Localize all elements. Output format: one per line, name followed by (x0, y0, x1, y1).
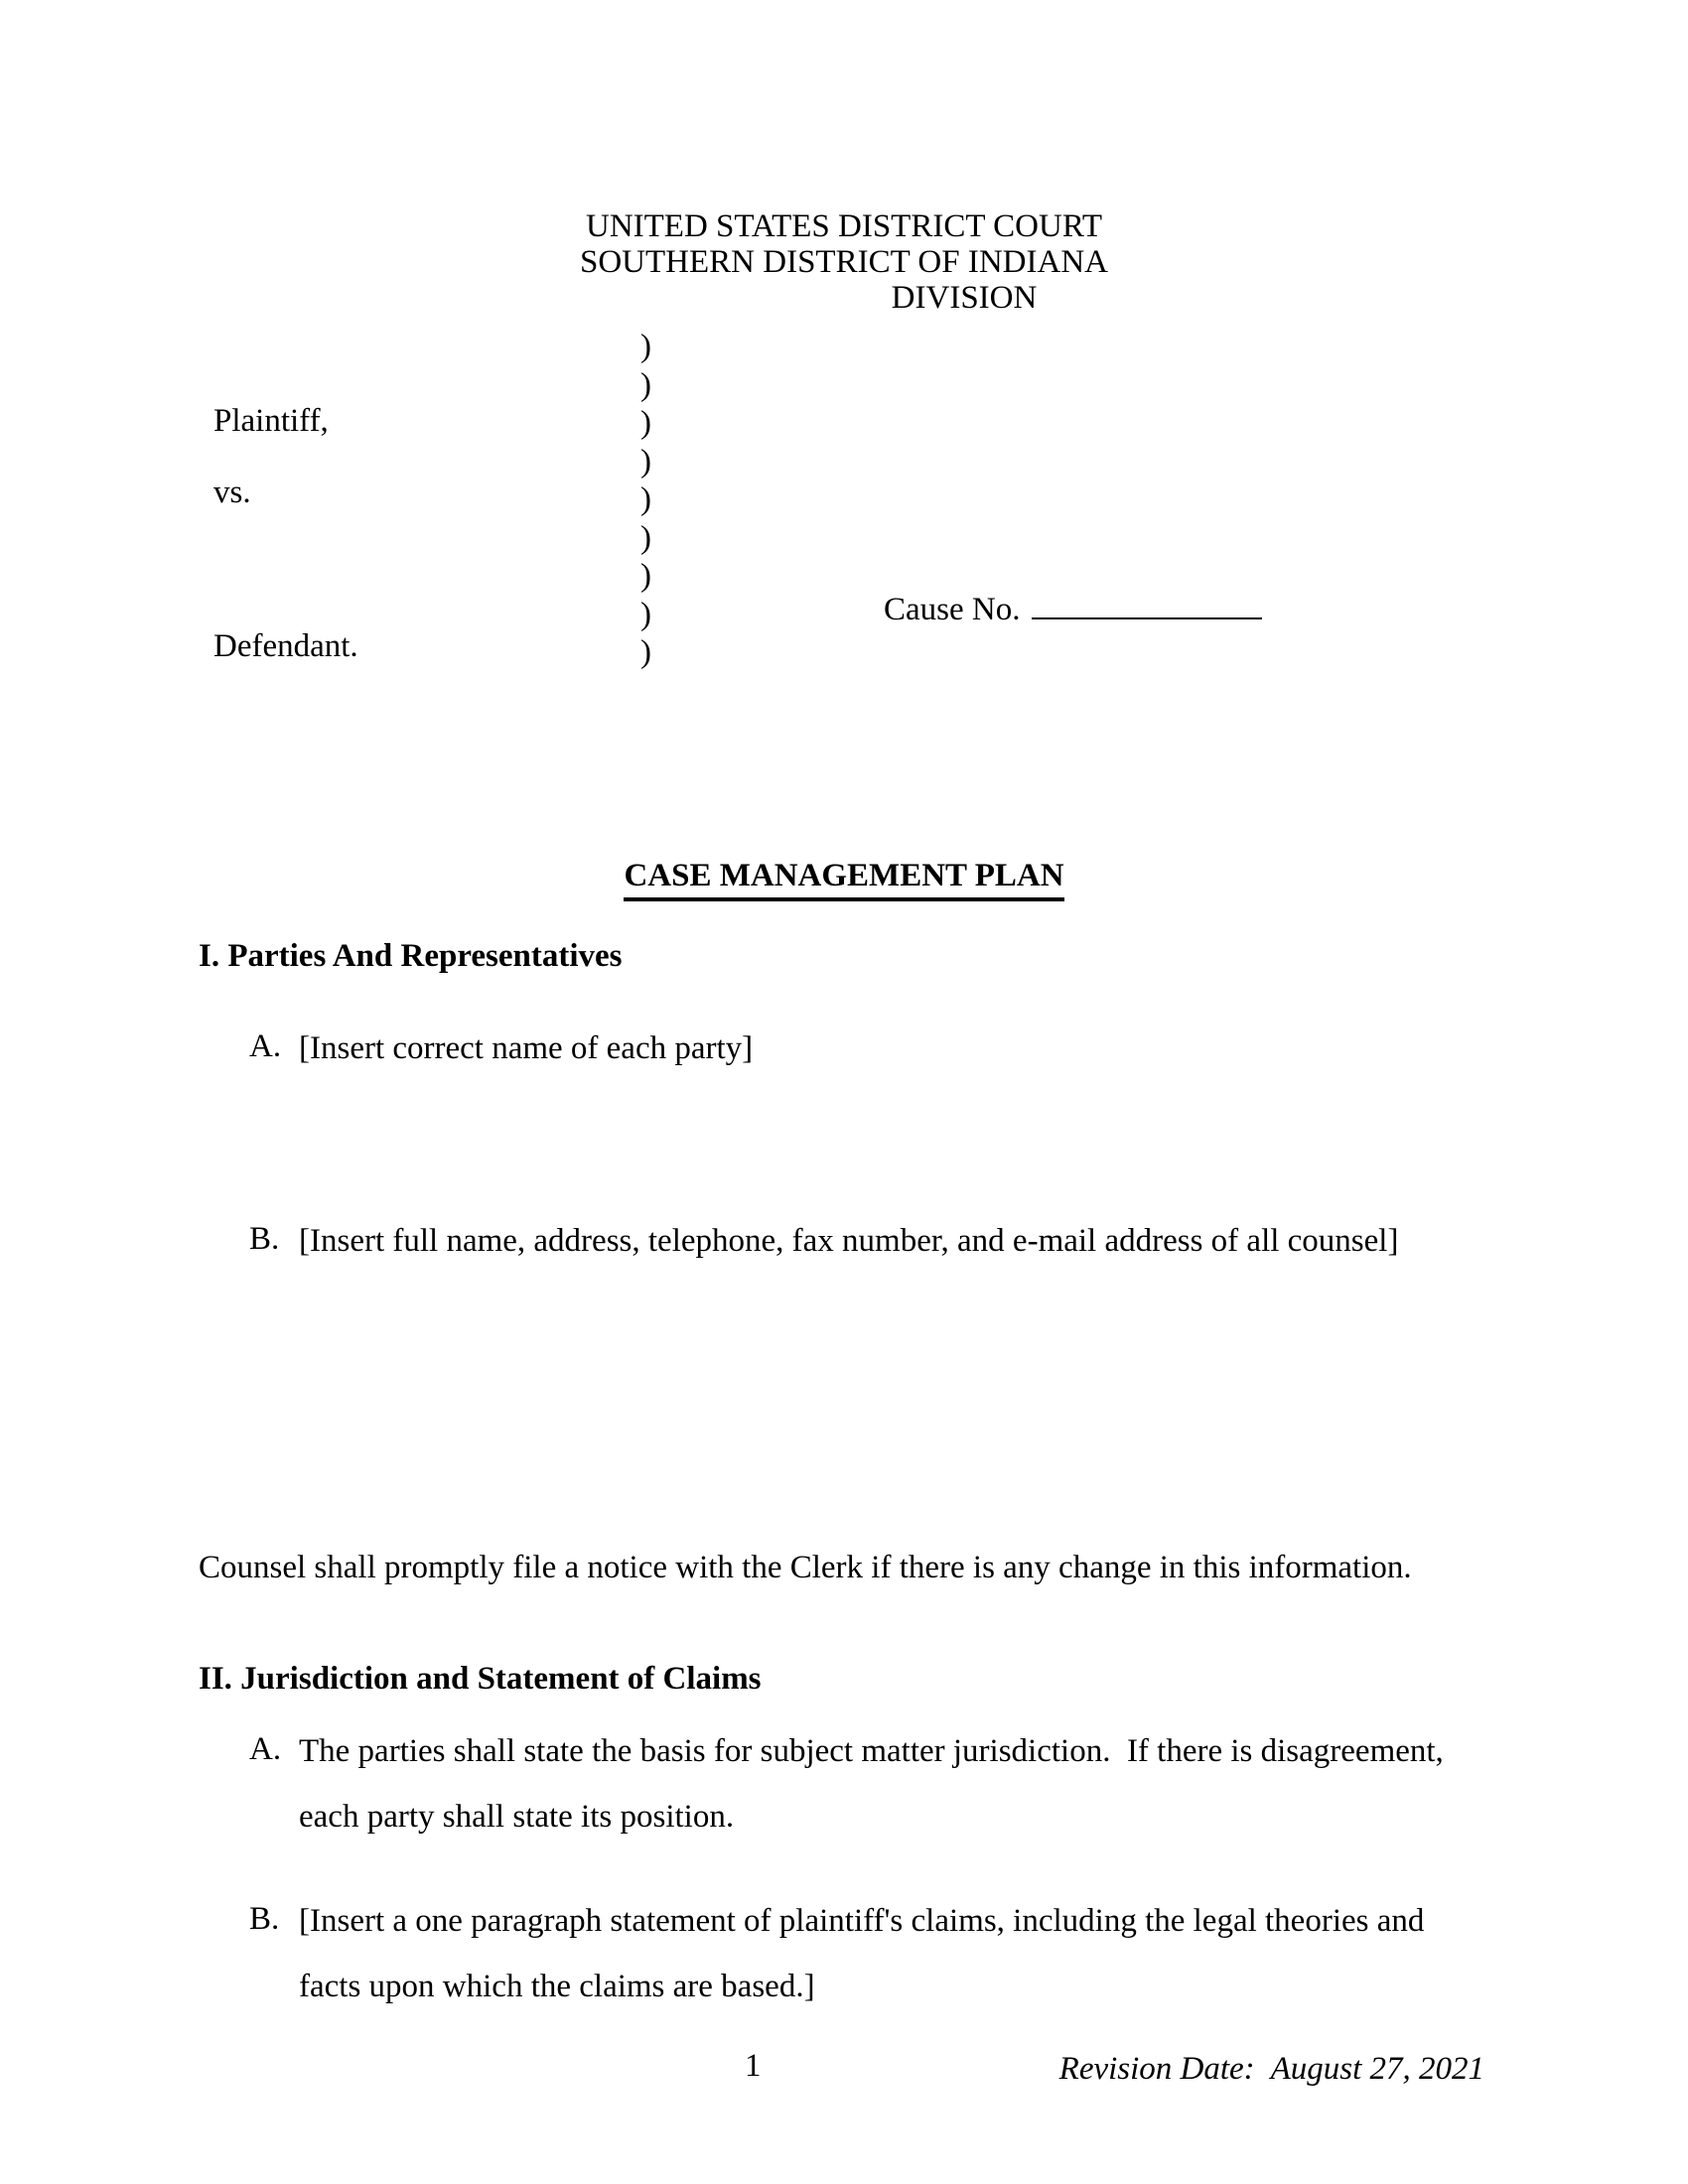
section-1-heading: I. Parties And Representatives (199, 938, 623, 974)
page-number: 1 (745, 2048, 762, 2084)
item-line: [Insert correct name of each party] (299, 1030, 754, 1066)
caption-paren: ) (640, 558, 651, 594)
item-line: each party shall state its position. (299, 1799, 735, 1835)
item-line: The parties shall state the basis for subject matter jurisdiction. If there is disagreement, (299, 1733, 1444, 1769)
caption-paren: ) (640, 443, 651, 479)
cause-no-row (851, 547, 1262, 665)
item-marker: B. (249, 1221, 280, 1257)
document-title: CASE MANAGEMENT PLAN (624, 858, 1063, 901)
section-2-heading: II. Jurisdiction and Statement of Claims (199, 1661, 762, 1697)
caption-paren: ) (640, 634, 651, 670)
vs-label: vs. (213, 475, 251, 510)
caption-paren: ) (640, 405, 651, 441)
caption-paren: ) (640, 366, 651, 403)
item-line: facts upon which the claims are based.] (299, 1969, 815, 2004)
court-name-line: UNITED STATES DISTRICT COURT (585, 208, 1103, 244)
defendant-label: Defendant. (213, 628, 358, 664)
caption-paren: ) (640, 329, 651, 364)
item-marker: A. (249, 1731, 282, 1767)
division-line: DIVISION (891, 280, 1038, 316)
caption-paren-column (640, 328, 651, 672)
section-1-item-b (249, 1221, 1500, 1287)
section-1-item-a (249, 1028, 1500, 1094)
caption-paren: ) (640, 596, 651, 632)
title-row (13, 858, 1675, 901)
item-marker: A. (249, 1028, 282, 1064)
caption-paren: ) (640, 481, 651, 517)
section-2-item-b (249, 1901, 1500, 2032)
district-line: SOUTHERN DISTRICT OF INDIANA (580, 244, 1108, 280)
section-2-item-a (249, 1731, 1500, 1862)
item-marker: B. (249, 1901, 280, 1937)
revision-date: Revision Date: August 27, 2021 (1058, 2051, 1484, 2087)
item-line: [Insert a one paragraph statement of plaintiff's claims, including the legal theories and (299, 1903, 1425, 1939)
court-header (0, 208, 1688, 316)
plaintiff-label: Plaintiff, (213, 403, 329, 439)
cause-no-blank (1032, 584, 1262, 619)
caption-paren: ) (640, 519, 651, 556)
counsel-note: Counsel shall promptly file a notice with the Clerk if there is any change in this information. (199, 1550, 1412, 1585)
item-line: [Insert full name, address, telephone, fax number, and e-mail address of all counsel] (299, 1223, 1399, 1259)
cause-no-label: Cause No. (884, 592, 1021, 627)
